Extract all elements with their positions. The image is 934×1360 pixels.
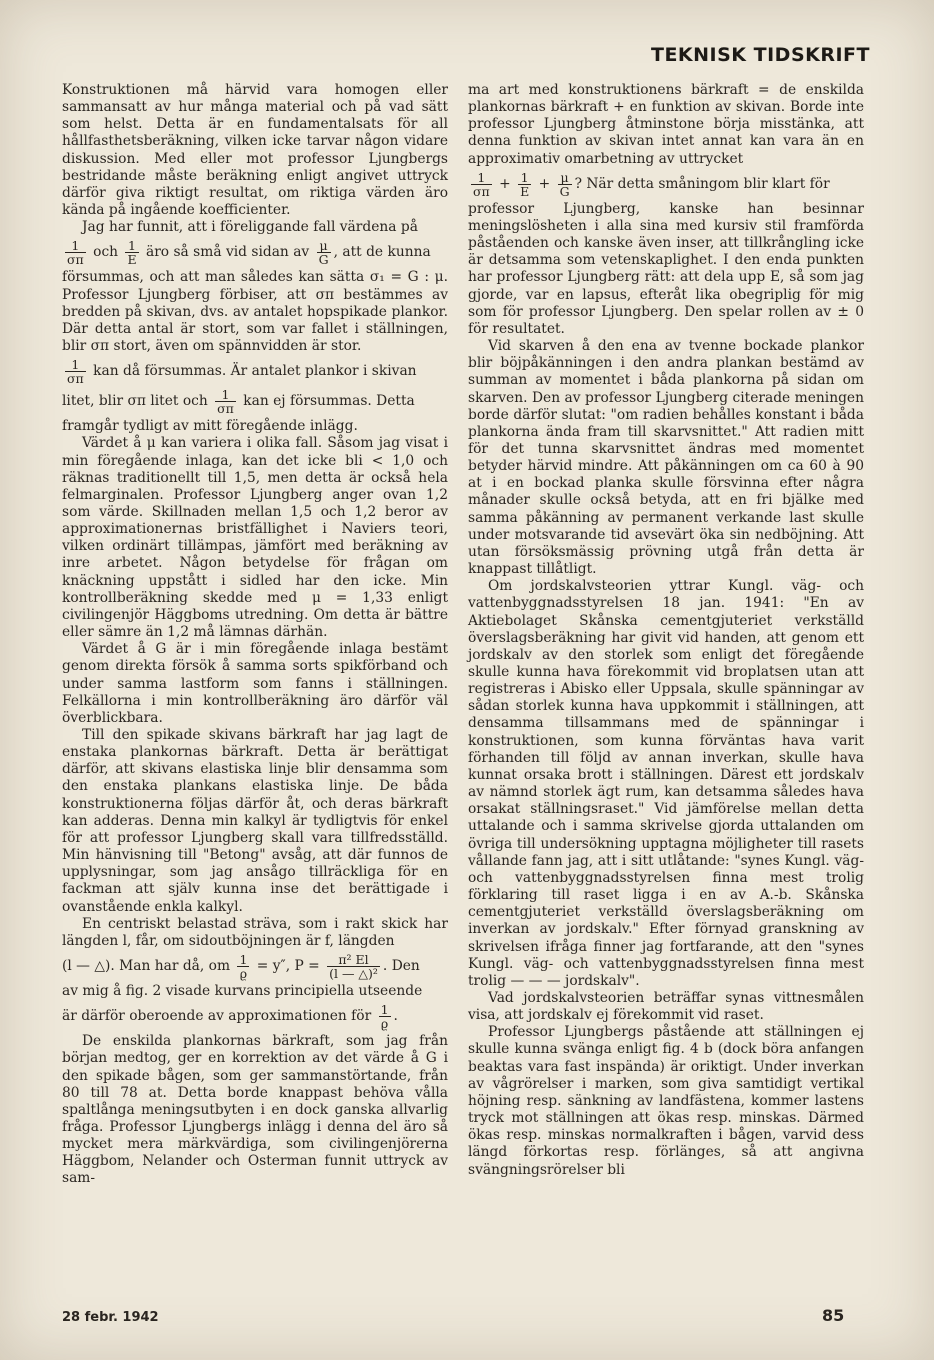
fraction: $\frac{1}{ϱ}$ xyxy=(380,1002,389,1032)
fraction: $\frac{1}{\sigma\pi}$ xyxy=(67,238,84,268)
fraction: $\frac{1}{E}$ xyxy=(520,169,530,199)
paragraph: Värdet å μ kan variera i olika fall. Såsom jag visat i min föregående inlaga, kan det icke bli < 1,0 och räknas traditionellt till 1,5, men detta är också hela felmarginalen. Professor Ljungberg anger ovan 1,2 som värde. Skillnaden mellan 1,5 och 1,2 beror av approximationernas bristfällighet i Naviers teori, vilken ordinärt tillämpas, jämfört med beräkning av inre arbetet. Någon betydelse för frågan om knäckning uppstått i sidled har den icke. Min kontrollberäkning skedde med μ = 1,33 enligt civilingenjör Häggboms utredning. Om detta är bättre eller sämre än 1,2 må lämnas därhän. xyxy=(62,435,448,641)
paragraph: försummas, och att man således kan sätta σ₁ = G : μ. Professor Ljungberg förbiser, att σπ bestämmes av bredden på skivan, dvs. av antalet hopspikade plankor. Där detta antal är stort, som var fallet i ställningen, blir σπ stort, även om spännvidden är stor. xyxy=(62,269,448,355)
paragraph: Vid skarven å den ena av tvenne bockade plankor blir böjpåkänningen i den andra plankan bestämd av summan av momentet i båda plankorna på sidan om skarven. Den av professor Ljungberg citerade meningen borde därför slutat: "om radien behålles konstant i båda plankorna ända fram till skarvsnittet." Att radien mitt för det tunna skarvsnittet ändras med momentet betyder härvid mindre. Att påkänningen om ca 60 à 90 at i en bockad planka skulle försvinna efter några månader skulle också betyda, att en fri bjälke med samma påkänning av permanent verkande last skulle under motsvarande tid avsevärt öka sin nedböjning. Att utan försöksmässig prövning utgå från detta är knappast tillåtligt. xyxy=(468,338,864,578)
fraction: $\frac{1}{\sigma\pi}$ xyxy=(473,169,490,199)
fraction: $\frac{1}{ϱ}$ xyxy=(239,952,248,982)
paragraph: Till den spikade skivans bärkraft har jag lagt de enstaka plankornas bärkraft. Detta är berättigat därför, att skivans elastiska linje blir densamma som den enstaka plankans elastiska linje. De båda konstruktionerna följas därför åt, och deras bärkraft kan adderas. Denna min kalkyl är tydligtvis för enkel för att professor Ljungberg skall vara tillfredsställd. Min hänvisning till "Betong" avsåg, att där funnos de upplysningar, som jag ansågo tillräckliga för en fackman att själv kunna inse det berättigade i ovanstående enkla kalkyl. xyxy=(62,727,448,915)
paragraph: Konstruktionen må härvid vara homogen eller sammansatt av hur många material och på vad sätt som helst. Detta är en fundamentalsats för all hållfasthetsberäkning, vilken icke tarvar någon vidare diskussion. Med eller mot professor Ljungbergs bestridande måste beräkning enligt angivet uttryck därför giva riktigt resultat, om riktiga värden äro kända på ingående koefficienter. xyxy=(62,82,448,219)
formula-line: $\frac{1}{\sigma\pi}$ + $\frac{1}{E}$ + $\frac{\mu}{G}$ ? När detta småningom blir klart för xyxy=(473,169,830,199)
paragraph: av mig å fig. 2 visade kurvans principiella utseende xyxy=(62,983,423,1000)
formula-line: $\frac{1}{\sigma\pi}$ kan då försummas. Är antalet plankor i skivan xyxy=(67,357,417,387)
issue-date: 28 febr. 1942 xyxy=(62,1310,159,1325)
fraction: $\frac{1}{\sigma\pi}$ xyxy=(67,357,84,387)
fraction: $\frac{\mu}{G}$ xyxy=(318,238,329,268)
formula-line: litet, blir σπ litet och $\frac{1}{\sigma\pi}$ kan ej försummas. Detta xyxy=(62,387,415,417)
paragraph: Om jordskalvsteorien yttrar Kungl. väg- och vattenbyggnadsstyrelsen 18 jan. 1941: "En av Aktiebolaget Skånska cementgjuteriet verkställd överslagsberäkning har givit vid handen, att genom ett jordskalv av den storlek som enligt det föregående skulle kunna hava förekommit vid broplatsen utan att registreras i Abisko eller Uppsala, skulle spänningar av sådan storlek kunna hava uppkommit i ställningen, att densamma tillsammans med de spänningar i konstruktionen, som kunna förväntas hava varit förhanden till följd av annan inverkan, skulle hava kunnat orsaka brott i ställningen. Därest ett jordskalv av nämnd storlek ägt rum, kan detsamma således hava orsakat ställningsraset." Vid jämförelse mellan detta uttalande och i samma skrivelse gjorda uttalanden om övriga till undersökning upptagna möjligheter till rasets vållande fann jag, att i sitt utlåtande: "synes Kungl. väg- och vattenbyggnadsstyrelsen finna mest trolig förklaring till raset ligga i en av A.-b. Skånska cementgjuteriet verkställd överslagsberäkning om inverkan av jordskalv." Efter förnyad granskning av skrivelsen ifråga finner jag fortfarande, att den "synes Kungl. väg- och vattenbyggnadsstyrelsen finna mest trolig — — — jordskalv". xyxy=(468,578,864,989)
fraction: $\frac{1}{E}$ xyxy=(127,238,137,268)
fraction: $\frac{1}{\sigma\pi}$ xyxy=(217,387,234,417)
paragraph: framgår tydligt av mitt föregående inlägg. xyxy=(62,418,358,435)
paragraph: Jag har funnit, att i föreliggande fall värdena på xyxy=(82,219,418,236)
page-number: 85 xyxy=(822,1306,845,1325)
paragraph: De enskilda plankornas bärkraft, som jag från början medtog, ger en korrektion av det värde å G i den spikade bågen, som ger sammanstörtande, från 80 till 78 at. Detta borde knappast behöva vålla spaltlånga meningsutbyten i en dock ganska allvarlig fråga. Professor Ljungbergs inlägg i denna del äro så mycket mera märkvärdiga, som civilingenjörerna Häggbom, Nelander och Osterman funnit uttryck av sam- xyxy=(62,1033,448,1187)
paragraph: Vad jordskalvsteorien beträffar synas vittnesmålen visa, att jordskalv ej förekommit vid raset. xyxy=(468,989,864,1024)
formula-line: är därför oberoende av approximationen för $\frac{1}{ϱ}$ . xyxy=(62,1002,398,1032)
paragraph: professor Ljungberg, kanske han besinnar meningslösheten i alla sina med kursiv stil framförda påståenden och kanske även inser, att tillkrångling icke är detsamma som vetenskaplighet. I den enda punkten har professor Ljungberg rätt: att dela upp E, så som jag gjorde, var en lapsus, efteråt lika obegriplig för mig som för professor Ljungberg. Den spelar rollen av ± 0 för resultatet. xyxy=(468,200,864,337)
formula-line: (l — △). Man har då, om $\frac{1}{ϱ}$ = y″, P = $\frac{\text{π² El}}{\text{(l — △)²}}$ . Den xyxy=(62,952,420,982)
formula-line: $\frac{1}{\sigma\pi}$ och $\frac{1}{E}$ äro så små vid sidan av $\frac{\mu}{G}$ , att de kunna xyxy=(67,238,431,268)
left-column xyxy=(62,82,448,1188)
fraction: $\frac{\mu}{G}$ xyxy=(559,169,570,199)
journal-header: TEKNISK TIDSKRIFT xyxy=(650,44,870,66)
paragraph: Värdet å G är i min föregående inlaga bestämt genom direkta försök å samma sorts spikförband och under samma lastform som fanns i ställningen. Felkällorna i min kontrollberäkning äro därför väl överblickbara. xyxy=(62,641,448,726)
paragraph: Professor Ljungbergs påstående att ställningen ej skulle kunna svänga enligt fig. 4 b (dock böra anfangen beaktas vara fast inspända) är oriktigt. Under inverkan av vågrörelser i marken, som giva samtidigt vertikal höjning resp. sänkning av landfästena, kommer lastens tryck mot ställningen att ökas resp. minskas. Därmed ökas resp. minskas normalkraften i bågen, varvid dess längd förkortas resp. förlänges, så att angivna svängningsrörelser bli xyxy=(468,1024,864,1178)
paragraph: ma art med konstruktionens bärkraft = de enskilda plankornas bärkraft + en funktion av skivan. Borde inte professor Ljungberg åtminstone börja misstänka, att denna funktion av skivan intet annat kan vara än en approximativ omarbetning av uttrycket xyxy=(468,82,864,167)
right-column xyxy=(468,82,864,1179)
fraction: $\frac{\text{π² El}}{\text{(l — △)²}}$ xyxy=(329,952,378,982)
paragraph: En centriskt belastad sträva, som i rakt skick har längden l, får, om sidoutböjningen är f, längden xyxy=(62,915,448,949)
